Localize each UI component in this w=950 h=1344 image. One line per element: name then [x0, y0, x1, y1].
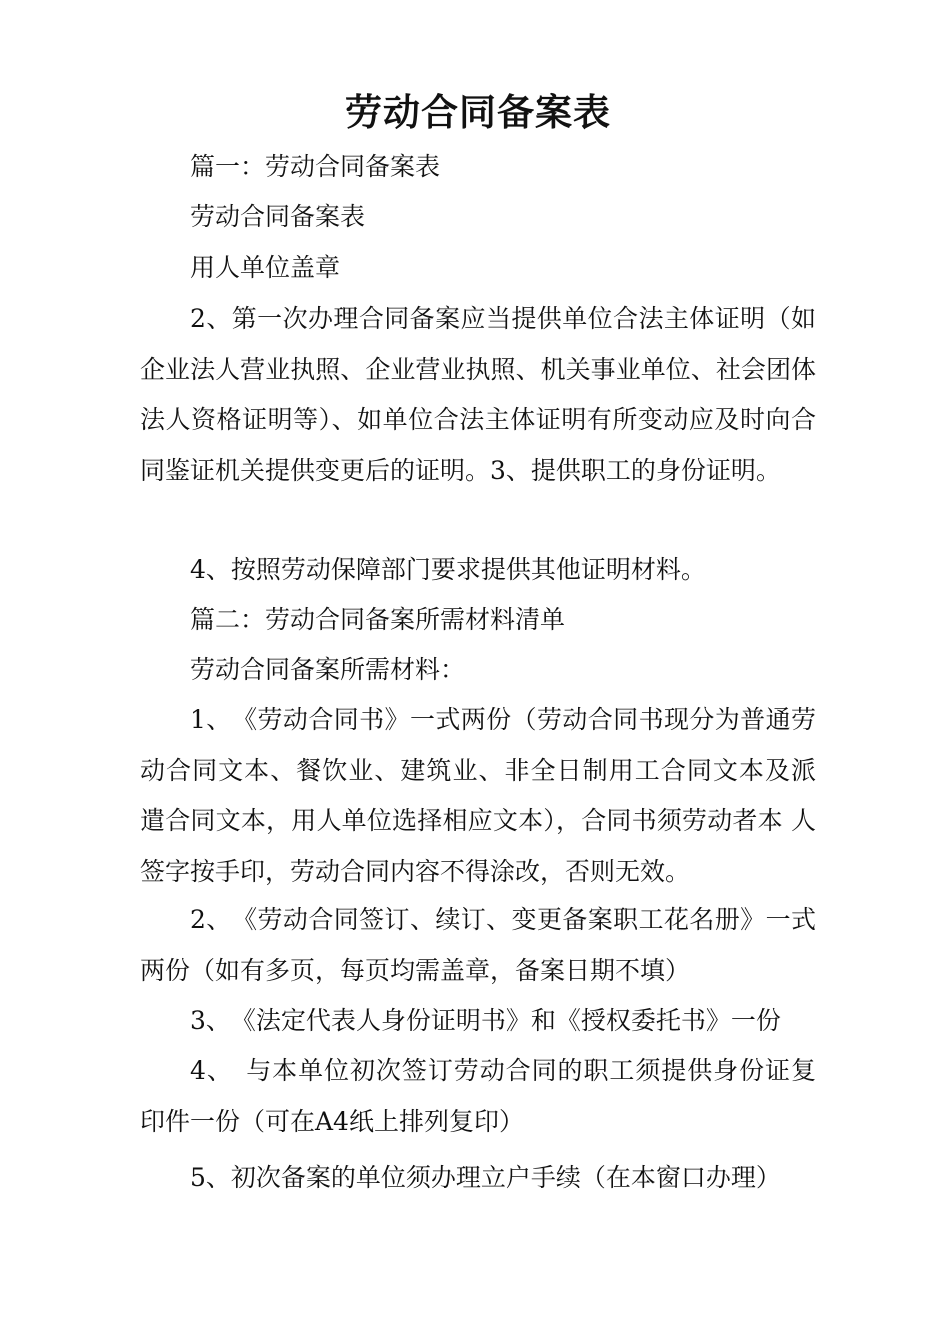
- paragraph-employer-seal: 用人单位盖章: [190, 253, 341, 282]
- paragraph-material-5: 5、初次备案的单位须办理立户手续（在本窗口办理）: [190, 1163, 781, 1192]
- paragraph-item-2-3: 2、第一次办理合同备案应当提供单位合法主体证明（如企业法人营业执照、企业营业执照、机关事业单位、社会团体法人资格证明等）、如单位合法主体证明有所变动应及时向合同鉴证机关提供变更后的证明。3、提供职工的身份证明。: [140, 304, 816, 485]
- paragraph-materials-intro: 劳动合同备案所需材料：: [190, 655, 466, 684]
- paragraph-material-1: 1、 《劳动合同书》一式两份（劳动合同书现分为普通劳 动合同文本、餐饮业、建筑业、非全日制用工合同文本及派 遣合同文本，用人单位选择相应文本），合同书须劳动者本 人签字按手印，劳动合同内容不得涂改，否则无效。: [140, 705, 816, 886]
- paragraph-section-one-heading: 篇一：劳动合同备案表: [190, 152, 441, 181]
- paragraph-material-2: 2、 《劳动合同签订、续订、变更备案职工花名册》一式 两份（如有多页，每页均需盖章，备案日期不填）: [140, 905, 816, 985]
- paragraph-item-4: 4、按照劳动保障部门要求提供其他证明材料。: [190, 555, 706, 584]
- document-title: 劳动合同备案表: [345, 90, 611, 134]
- paragraph-material-4: 4、 与本单位初次签订劳动合同的职工须提供身份证复印件一份（可在A4纸上排列复印）: [140, 1056, 816, 1136]
- paragraph-section-two-heading: 篇二：劳动合同备案所需材料清单: [190, 605, 566, 634]
- paragraph-form-name: 劳动合同备案表: [190, 202, 366, 231]
- paragraph-material-3: 3、 《法定代表人身份证明书》和《授权委托书》一份: [190, 1006, 781, 1035]
